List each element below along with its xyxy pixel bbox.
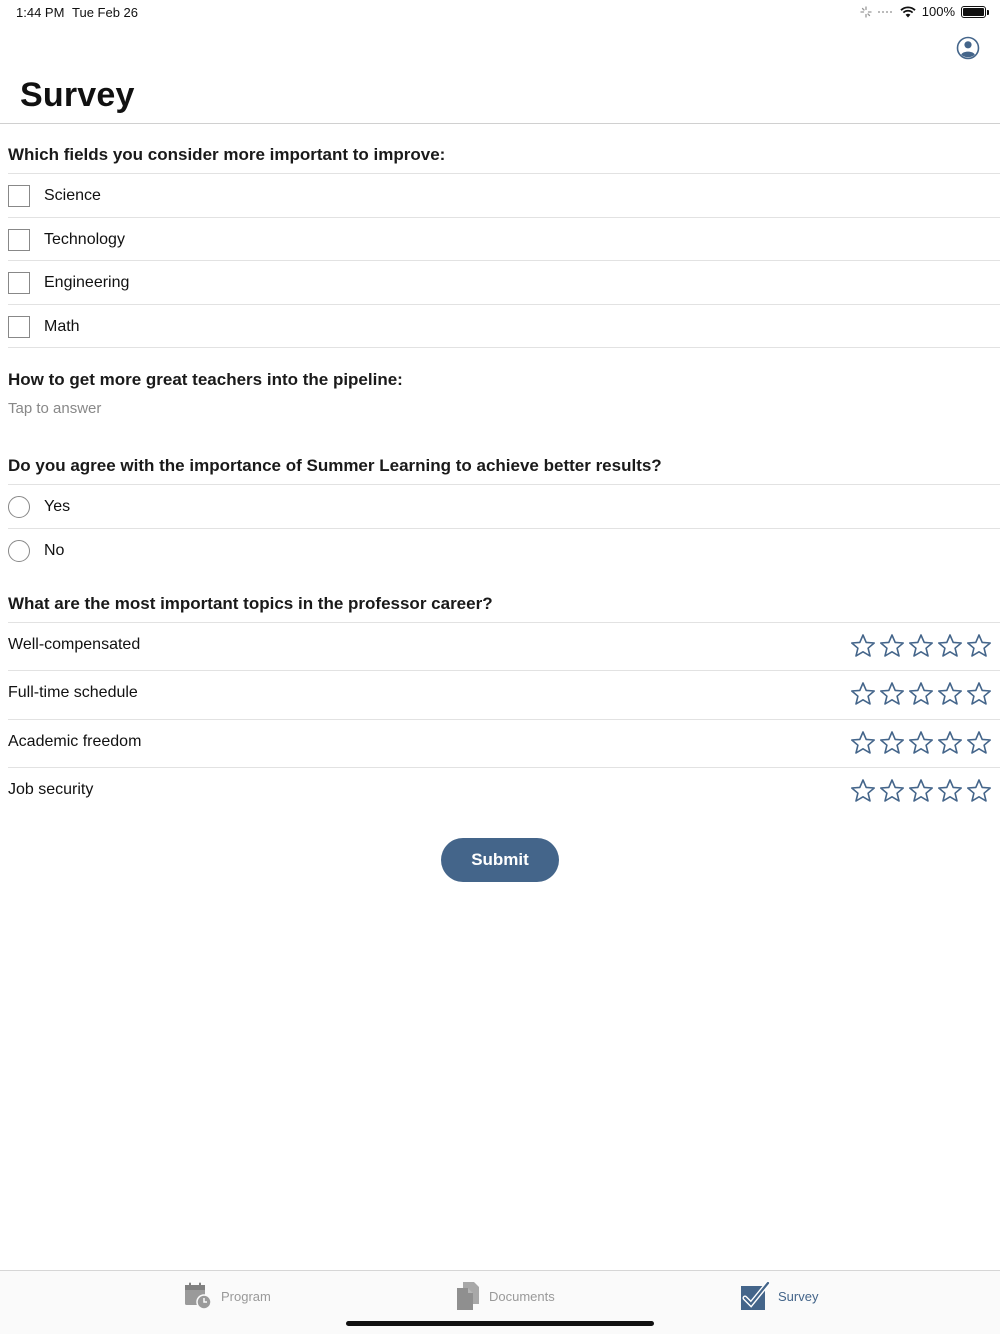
option-label: No [44,541,65,559]
person-circle-icon[interactable] [956,36,980,60]
divider [8,347,1000,348]
star-icon[interactable] [879,778,905,804]
submit-button[interactable]: Submit [441,838,559,882]
activity-spinner-icon [860,6,872,18]
question-teachers: How to get more great teachers into the pipeline: [8,370,403,389]
option-label: Technology [44,230,125,248]
checkmark-icon [740,1281,770,1311]
calendar-clock-icon [183,1281,213,1311]
star-icon[interactable] [908,730,934,756]
tab-label: Survey [778,1288,819,1304]
option-label: Yes [44,497,71,515]
rating-row-well-compensated [8,623,1000,671]
star-icon[interactable] [937,778,963,804]
checkbox[interactable] [8,185,30,207]
star-icon[interactable] [879,730,905,756]
battery-percent: 100% [921,4,955,19]
tab-label: Documents [489,1288,555,1304]
documents-icon [455,1281,481,1311]
checkbox[interactable] [8,316,30,338]
question-fields: Which fields you consider more important to improve: [8,145,446,164]
tab-program[interactable] [183,1281,271,1311]
star-icon[interactable] [937,730,963,756]
checkbox[interactable] [8,229,30,251]
rating-label: Well-compensated [8,636,141,653]
star-rating[interactable] [850,730,992,756]
star-icon[interactable] [966,681,992,707]
question-professor-topics: What are the most important topics in the professor career? [8,594,493,613]
tab-label: Program [221,1288,271,1304]
checkbox[interactable] [8,272,30,294]
star-icon[interactable] [850,681,876,707]
rating-label: Academic freedom [8,733,142,750]
rating-label: Full-time schedule [8,684,138,701]
status-time: 1:44 PM [16,5,65,20]
rating-row-academic-freedom [8,720,1000,768]
question-summer-learning: Do you agree with the importance of Summer Learning to achieve better results? [8,456,662,475]
star-rating[interactable] [850,681,992,707]
star-icon[interactable] [908,778,934,804]
star-rating[interactable] [850,778,992,804]
battery-icon [961,6,986,18]
checkbox-option-technology[interactable] [8,218,1000,261]
free-text-answer-field[interactable]: Tap to answer [8,400,102,417]
checkbox-option-science[interactable] [8,174,1000,217]
radio-button[interactable] [8,540,30,562]
star-icon[interactable] [908,633,934,659]
status-date: Tue Feb 26 [72,5,139,20]
option-label: Engineering [44,273,130,291]
rating-row-job-security [8,768,1000,816]
radio-button[interactable] [8,496,30,518]
star-icon[interactable] [850,730,876,756]
star-icon[interactable] [850,778,876,804]
checkbox-option-math[interactable] [8,305,1000,348]
star-icon[interactable] [850,633,876,659]
rating-label: Job security [8,781,94,798]
status-right [860,4,986,19]
option-label: Science [44,186,101,204]
star-icon[interactable] [879,633,905,659]
title-divider [0,123,1000,124]
radio-option-no[interactable] [8,529,1000,572]
cellular-signal-icon [878,11,892,13]
option-label: Math [44,317,80,335]
tab-documents[interactable] [455,1281,555,1311]
star-icon[interactable] [937,633,963,659]
page-title: Survey [20,76,135,114]
star-icon[interactable] [937,681,963,707]
checkbox-option-engineering[interactable] [8,261,1000,304]
star-icon[interactable] [908,681,934,707]
status-bar [0,0,1000,24]
home-indicator [346,1321,654,1326]
star-icon[interactable] [966,730,992,756]
star-icon[interactable] [966,778,992,804]
rating-row-full-time-schedule [8,671,1000,719]
star-icon[interactable] [879,681,905,707]
radio-option-yes[interactable] [8,485,1000,528]
star-rating[interactable] [850,633,992,659]
star-icon[interactable] [966,633,992,659]
wifi-icon [900,6,916,18]
tab-survey[interactable] [740,1281,818,1311]
